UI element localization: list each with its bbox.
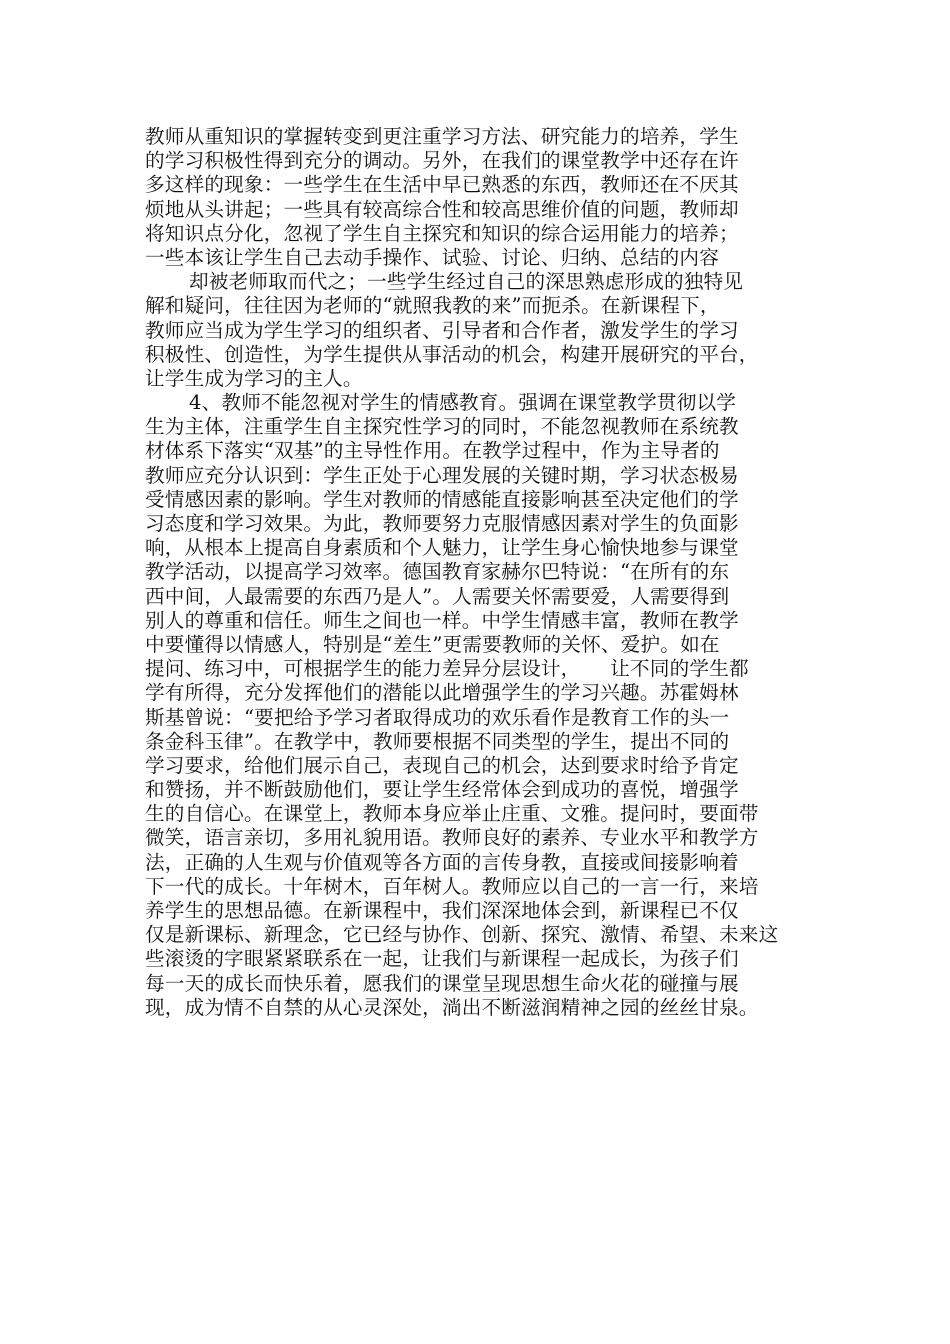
text-line: 现，成为情不自禁的从心灵深处，淌出不断滋润精神之园的丝丝甘泉。 bbox=[145, 995, 759, 1019]
text-line: 让学生成为学习的主人。 bbox=[145, 366, 363, 390]
text-line: 条金科玉律”。在教学中，教师要根据不同类型的学生，提出不同的 bbox=[145, 729, 730, 753]
text-line: 多这样的现象：一些学生在生活中早已熟悉的东西，教师还在不厌其 bbox=[145, 173, 739, 197]
text-line: 微笑，语言亲切，多用礼貌用语。教师良好的素养、专业水平和教学方 bbox=[145, 826, 759, 850]
text-line: 烦地从头讲起；一些具有较高综合性和较高思维价值的问题，教师却 bbox=[145, 197, 739, 221]
text-line: 一些本该让学生自己去动手操作、试验、讨论、归纳、总结的内容 bbox=[145, 245, 720, 269]
text-line: 法，正确的人生观与价值观等各方面的言传身教，直接或间接影响着 bbox=[145, 850, 739, 874]
text-line: 养学生的思想品德。在新课程中，我们深深地体会到，新课程已不仅 bbox=[145, 899, 739, 922]
text-line: 别人的尊重和信任。师生之间也一样。中学生情感丰富，教师在教学 bbox=[145, 608, 739, 632]
text-line: 积极性、创造性，为学生提供从事活动的机会，构建开展研究的平台， bbox=[145, 342, 759, 366]
text-line: 些滚烫的字眼紧紧联系在一起，让我们与新课程一起成长，为孩子们 bbox=[145, 947, 739, 971]
text-line: 受情感因素的影响。学生对教师的情感能直接影响甚至决定他们的学 bbox=[145, 487, 739, 511]
text-line: 将知识点分化，忽视了学生自主探究和知识的综合运用能力的培养； bbox=[145, 221, 739, 245]
text-line: 教学活动，以提高学习效率。德国教育家赫尔巴特说：“在所有的东 bbox=[145, 560, 730, 584]
text-line: 仅是新课标、新理念，它已经与协作、创新、探究、激情、希望、未来这 bbox=[145, 923, 779, 947]
text-line: 和赞扬，并不断鼓励他们，要让学生经常体会到成功的喜悦，增强学 bbox=[145, 778, 739, 802]
text-line: 每一天的成长而快乐着，愿我们的课堂呈现思想生命火花的碰撞与展 bbox=[145, 971, 739, 995]
text-line: 教师应当成为学生学习的组织者、引导者和合作者，激发学生的学习 bbox=[145, 318, 739, 342]
text-line: 西中间，人最需要的东西乃是人”。人需要关怀需要爱，人需要得到 bbox=[145, 584, 730, 608]
text-line: 解和疑问，往往因为老师的“就照我教的来”而扼杀。在新课程下， bbox=[145, 294, 720, 318]
text-line: 材体系下落实“双基”的主导性作用。在教学过程中，作为主导者的 bbox=[145, 439, 720, 463]
text-line: 提问、练习中，可根据学生的能力差异分层设计， 让不同的学生都 bbox=[145, 657, 749, 681]
text-line: 斯基曾说：“要把给予学习者取得成功的欢乐看作是教育工作的头一 bbox=[145, 705, 730, 729]
text-line: 生为主体，注重学生自主探究性学习的同时，不能忽视教师在系统教 bbox=[145, 415, 739, 439]
text-line: 教师从重知识的掌握转变到更注重学习方法、研究能力的培养，学生 bbox=[145, 125, 739, 148]
text-line: 生的自信心。在课堂上，教师本身应举止庄重、文雅。提问时，要面带 bbox=[145, 802, 759, 826]
text-line: 教师应充分认识到：学生正处于心理发展的关键时期，学习状态极易 bbox=[145, 463, 739, 487]
text-line: 学习要求，给他们展示自己，表现自己的机会，达到要求时给予肯定 bbox=[145, 753, 739, 777]
text-line: 响，从根本上提高自身素质和个人魅力，让学生身心愉快地参与课堂 bbox=[145, 536, 739, 560]
text-line: 中要懂得以情感人，特别是“差生”更需要教师的关怀、爱护。如在 bbox=[145, 632, 720, 656]
text-line: 4、教师不能忽视对学生的情感教育。强调在课堂教学贯彻以学 bbox=[189, 391, 737, 415]
text-line: 却被老师取而代之；一些学生经过自己的深思熟虑形成的独特见 bbox=[189, 270, 744, 294]
body-text bbox=[145, 125, 835, 1020]
text-line: 习态度和学习效果。为此，教师要努力克服情感因素对学生的负面影 bbox=[145, 512, 739, 535]
text-line: 下一代的成长。十年树木，百年树人。教师应以自己的一言一行，来培 bbox=[145, 874, 759, 898]
text-line: 的学习积极性得到充分的调动。另外，在我们的课堂教学中还存在许 bbox=[145, 149, 739, 173]
text-line: 学有所得，充分发挥他们的潜能以此增强学生的学习兴趣。苏霍姆林 bbox=[145, 681, 739, 705]
